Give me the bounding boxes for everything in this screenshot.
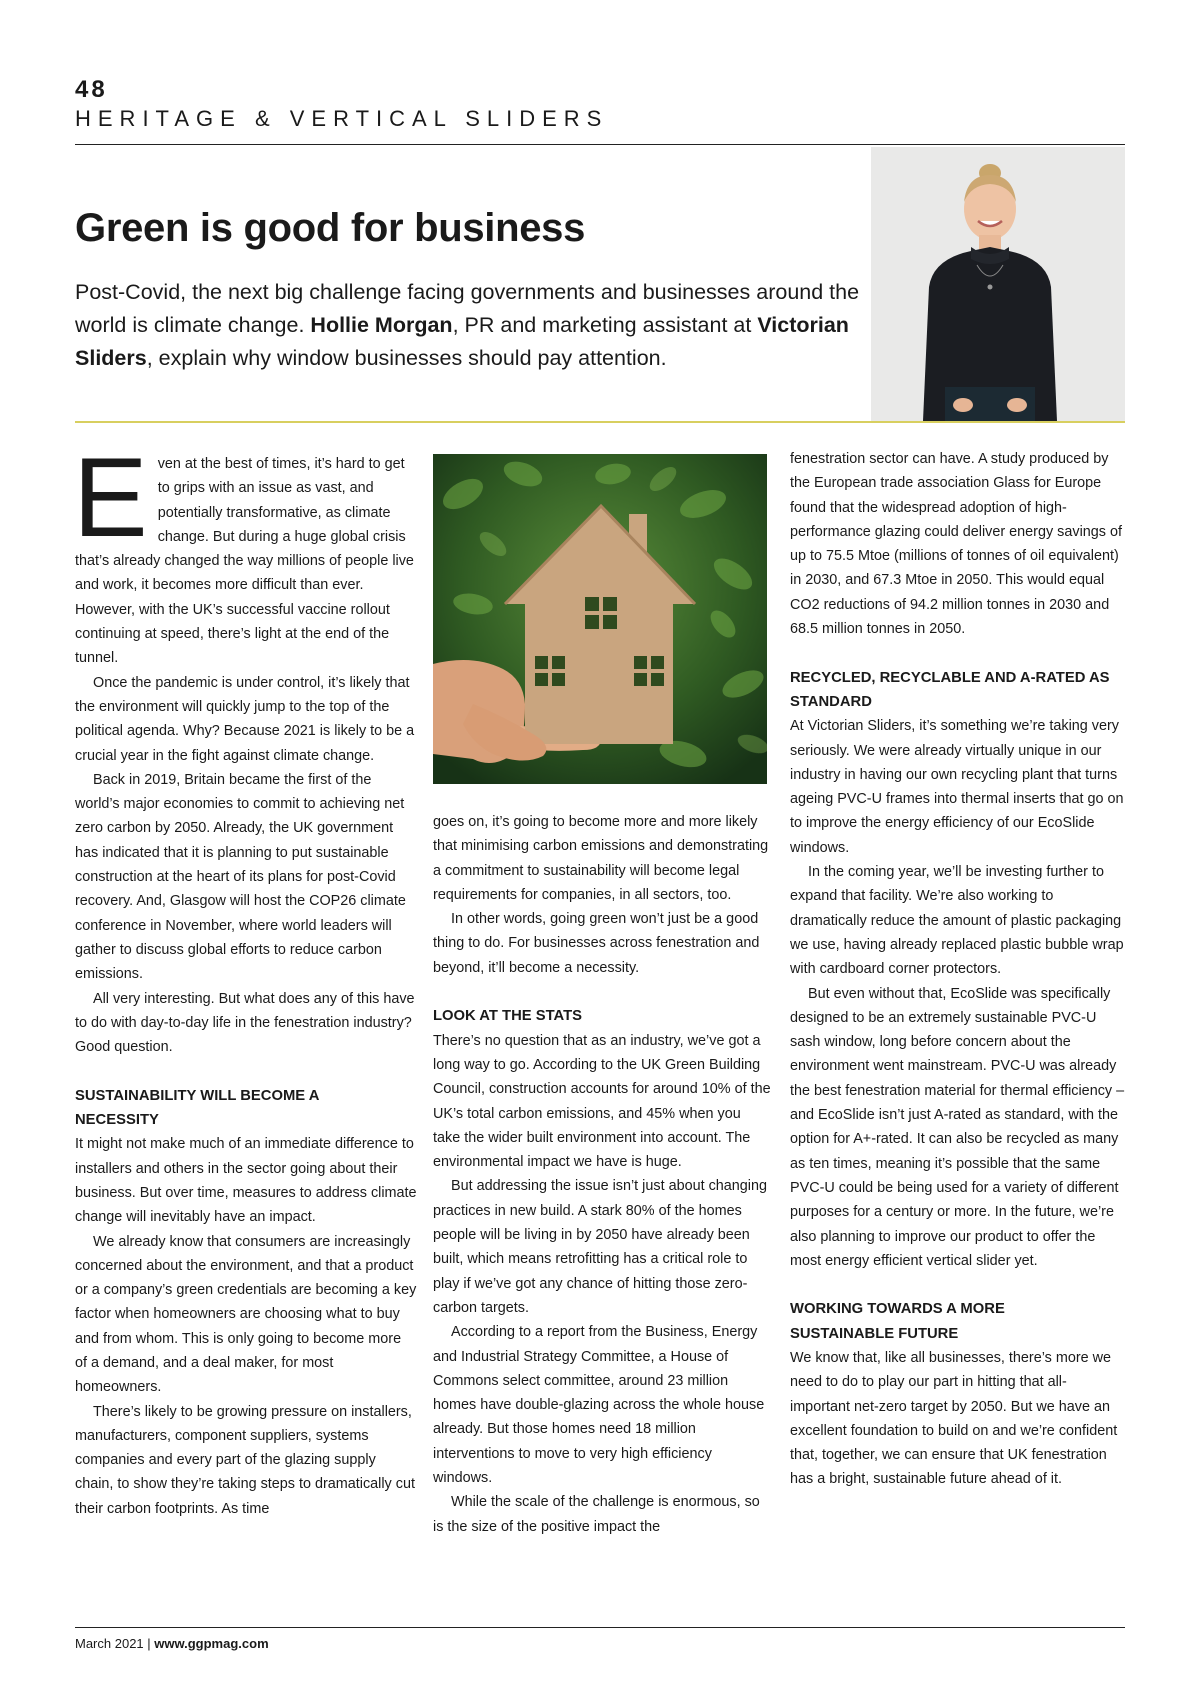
footer-separator: | xyxy=(143,1636,155,1651)
subheading: LOOK AT THE STATS xyxy=(433,1008,583,1025)
subheading: WORKING TOWARDS A MORE SUSTAINABLE FUTURE xyxy=(790,1301,1005,1342)
issue-date: March 2021 xyxy=(75,1636,144,1651)
drop-cap: E xyxy=(73,435,148,560)
body-paragraph: But addressing the issue isn’t just about changing practices in new build. A stark 80% of the homes people will be living in by 2050 have already been built, which means retrofitting has a critical role to play if we’ve got any chance of hitting those zero-carbon targets. xyxy=(433,1178,767,1316)
body-paragraph: All very interesting. But what does any of this have to do with day-to-day life in the fenestration industry? Good question. xyxy=(75,990,415,1056)
top-divider xyxy=(75,144,1125,145)
body-paragraph: Back in 2019, Britain became the first of the world’s major economies to commit to achieving net zero carbon by 2050. Already, the UK government has indicated that it is planning to put sustainable construction at the heart of its plans for post-Covid recovery. And, Glasgow will host the COP26 climate conference in November, where world leaders will gather to discuss global efforts to reduce carbon emissions. xyxy=(75,771,406,983)
house-illustration xyxy=(433,454,767,784)
article-standfirst xyxy=(75,276,865,375)
section-title: HERITAGE & VERTICAL SLIDERS xyxy=(75,106,609,131)
author-name: Hollie Morgan xyxy=(310,313,453,337)
standfirst-text: Post-Covid, the next big challenge facing governments and businesses around the world is climate change. xyxy=(75,280,860,337)
wooden-house-photo xyxy=(433,454,767,784)
page-footer xyxy=(75,1636,269,1651)
company-name: Victorian Sliders xyxy=(75,313,849,370)
body-paragraph: It might not make much of an immediate difference to installers and others in the sector going about their business. But over time, measures to address climate change will inevitably have an impact. xyxy=(75,1136,417,1226)
body-paragraph: We know that, like all businesses, there’s more we need to do to play our part in hitting that all-important net-zero target by 2050. But we have an excellent foundation to build on and we’re confident that, together, we can ensure that UK fenestration has a bright, sustainable future ahead of it. xyxy=(790,1349,1118,1488)
standfirst-text: , PR and marketing assistant at xyxy=(452,313,758,337)
subheading: RECYCLED, RECYCLABLE AND A-RATED AS STANDARD xyxy=(790,669,1110,710)
header-accent-divider xyxy=(75,421,1125,423)
subheading: SUSTAINABILITY WILL BECOME A NECESSITY xyxy=(75,1087,319,1129)
body-paragraph: But even without that, EcoSlide was specifically designed to be an extremely sustainable PVC-U sash window, long before concern about the environment went mainstream. PVC-U was already the best fenestration material for thermal efficiency – and EcoSlide isn’t just A-rated as standard, with the option for A+-rated. It can also be recycled as many as ten times, meaning it’s possible that the same PVC-U could be being used for a variety of different purposes for a century or more. In the future, we’re also planning to improve our product to offer the most energy efficient vertical slider yet. xyxy=(790,985,1125,1269)
body-paragraph: Once the pandemic is under control, it’s likely that the environment will quickly jump to the top of the political agenda. Why? Because 2021 is likely to be a crucial year in the fight against climate change. xyxy=(75,674,415,764)
article-column-2 xyxy=(433,810,771,1539)
body-paragraph: According to a report from the Business, Energy and Industrial Strategy Committee, a House of Commons select committee, around 23 million homes have double-glazing across the whole house already. But those homes need 18 million interventions to move to very high efficiency windows. xyxy=(433,1324,765,1487)
body-paragraph: At Victorian Sliders, it’s something we’re taking very seriously. We were already virtually unique in our industry in having our own recycling plant that turns ageing PVC-U frames into thermal inserts that go on to improve the energy efficiency of our EcoSlide windows. xyxy=(790,718,1124,856)
magazine-url-link[interactable]: www.ggpmag.com xyxy=(154,1636,269,1651)
body-paragraph: fenestration sector can have. A study produced by the European trade association Glass for Europe found that the widespread adoption of high-performance glazing could deliver energy savings of up to 75.5 Mtoe (millions of tonnes of oil equivalent) in 2030, and 67.3 Mtoe in 2050. This would equal CO2 reductions of 94.2 million tonnes in 2030 and 68.5 million tonnes in 2050. xyxy=(790,451,1122,638)
article-headline: Green is good for business xyxy=(75,206,586,250)
article-column-3 xyxy=(790,447,1125,1492)
intro-paragraph-wrap xyxy=(73,435,417,671)
portrait-illustration xyxy=(871,147,1125,421)
body-paragraph: ven at the best of times, it’s hard to get to grips with an issue as vast, and potentially transformative, as climate change. But during a huge global crisis that’s already changed the way millions of people live and work, it becomes more difficult than ever. However, with the UK’s successful vaccine rollout continuing at speed, there’s light at the end of the tunnel. xyxy=(75,456,414,667)
body-paragraph: There’s likely to be growing pressure on installers, manufacturers, component suppliers, systems companies and every part of the glazing supply chain, to show they’re taking steps to dramatically cut their carbon footprints. As time xyxy=(75,1403,415,1517)
body-paragraph: In other words, going green won’t just be a good thing to do. For businesses across fenestration and beyond, it’ll become a necessity. xyxy=(433,911,760,976)
body-paragraph: In the coming year, we’ll be investing further to expand that facility. We’re also working to dramatically reduce the amount of plastic packaging we use, having already replaced plastic bubble wrap with cardboard corner protectors. xyxy=(790,864,1124,978)
standfirst-text: , explain why window businesses should pay attention. xyxy=(146,346,667,370)
footer-divider xyxy=(75,1627,1125,1628)
body-paragraph: While the scale of the challenge is enormous, so is the size of the positive impact the xyxy=(433,1494,760,1535)
author-portrait-photo xyxy=(871,147,1125,421)
body-paragraph: goes on, it’s going to become more and more likely that minimising carbon emissions and demonstrating a commitment to sustainability will become legal requirements for companies, in all sectors, too. xyxy=(433,814,769,903)
body-paragraph: There’s no question that as an industry, we’ve got a long way to go. According to the UK Green Building Council, construction accounts for around 10% of the UK’s total carbon emissions, and 45% when you take the wider built environment into account. The environmental impact we have is huge. xyxy=(433,1032,771,1171)
page-number: 48 xyxy=(75,76,108,103)
article-column-1 xyxy=(73,435,417,1521)
body-paragraph: We already know that consumers are increasingly concerned about the environment, and that a product or a company’s green credentials are becoming a key factor when homeowners are choosing what to buy and from whom. This is only going to become more of a demand, and a deal maker, for most homeowners. xyxy=(75,1233,417,1396)
